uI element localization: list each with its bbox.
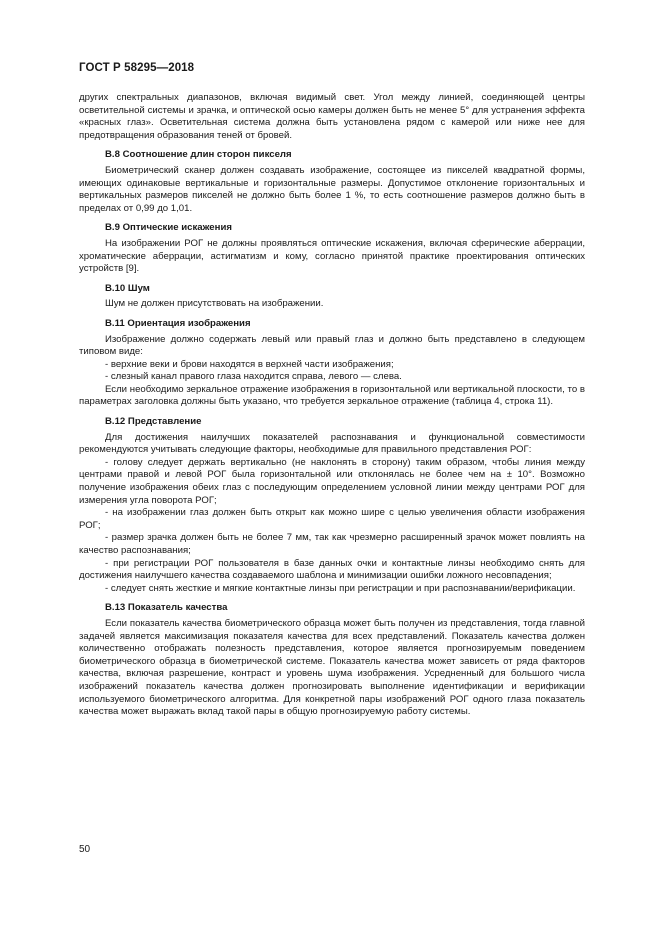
section-heading-b10: B.10 Шум [105, 282, 150, 294]
list-item-b11-2: - слезный канал правого глаза находится справа, левого — слева. [105, 371, 402, 383]
list-item-b12-3: - размер зрачка должен быть не более 7 мм, так как чрезмерно расширенный зрачок может повлиять на качество распознавания; [79, 532, 585, 556]
paragraph-b9-1: На изображении РОГ не должны проявляться оптические искажения, включая сферические аберрации, хроматические аберрации, астигматизм и кому, согласно принятой практике проектирования оптических устройств [9]. [79, 237, 585, 275]
section-heading-b12: B.12 Представление [105, 416, 202, 428]
paragraph-b11-2: Если необходимо зеркальное отражение изображения в горизонтальной или вертикальной плоскости, то в параметрах заголовка должны быть указано, что требуется зеркальное отражение (таблица 4, строка 11). [79, 383, 585, 408]
section-heading-b8: B.8 Соотношение длин сторон пикселя [105, 149, 292, 161]
list-item-b12-5: - следует снять жесткие и мягкие контактные линзы при регистрации и при распознавании/верификации. [105, 582, 576, 594]
paragraph-b10-1: Шум не должен присутствовать на изображении. [105, 298, 324, 310]
document-header: ГОСТ Р 58295—2018 [79, 62, 195, 74]
list-item-b12-4: - при регистрации РОГ пользователя в базе данных очки и контактные линзы необходимо снять для достижения наилучшего качества создаваемого шаблона и минимизации ошибки ложного несовпадения; [79, 557, 585, 582]
list-item-b12-1: - голову следует держать вертикально (не наклонять в сторону) таким образом, чтобы линия между центрами правой и левой РОГ была горизонтальной или отклонялась не более чем на ± 10°. Возможно получение изображения обеих глаз с последующим определением условной линии между центрами РОГ для измерения угла поворота РОГ; [79, 456, 585, 506]
list-item-b12-2: - на изображении глаз должен быть открыт как можно шире с целью увеличения области изображения РОГ; [79, 507, 585, 531]
section-heading-b13: B.13 Показатель качества [105, 602, 228, 614]
paragraph-b13-1: Если показатель качества биометрического образца может быть получен из представления, тогда главной задачей является максимизация показателя качества для всех представлений. Показатель качества должен количественно отображать полезность представления, которое является прогнозируемым поведением биометрического образца в биометрической системе. Показатель качества может зависеть от ряда факторов качества, включая разрешение, контраст и уровень шума изображения. Усредненный для большого числа изображений показатель качества должен прогнозировать выполнение идентификации и верификации используемого биометрического алгоритма. Для конкретной пары изображений РОГ одного глаза показатель качества может выражать вклад такой пары в общую прогнозируемую работу системы. [79, 617, 585, 718]
paragraph-b8-1: Биометрический сканер должен создавать изображение, состоящее из пикселей квадратной формы, имеющих одинаковые вертикальные и горизонтальные размеры. Допустимое отклонение горизонтальных и вертикальных размеров пикселей не должно быть более 1 %, то есть соотношение размеров должно быть в пределах от 0,99 до 1,01. [79, 164, 585, 214]
section-heading-b11: B.11 Ориентация изображения [105, 317, 251, 329]
paragraph-b12-1: Для достижения наилучших показателей распознавания и функциональной совместимости рекомендуются учитывать следующие факторы, необходимые для правильного представления РОГ: [79, 431, 585, 456]
page-number: 50 [79, 844, 91, 855]
list-item-b11-1: - верхние веки и брови находятся в верхней части изображения; [105, 358, 394, 370]
intro-paragraph: других спектральных диапазонов, включая видимый свет. Угол между линией, соединяющей центры осветительной системы и зрачка, и оптической осью камеры должен быть не менее 5° для устранения эффекта «красных глаз». Осветительная система должна быть установлена рядом с камерой или ниже нее для предотвращения образования теней от бровей. [79, 92, 585, 141]
document-body [79, 92, 585, 719]
section-heading-b9: B.9 Оптические искажения [105, 222, 232, 234]
paragraph-b11-1: Изображение должно содержать левый или правый глаз и должно быть представлено в следующем типовом виде: [79, 333, 585, 358]
